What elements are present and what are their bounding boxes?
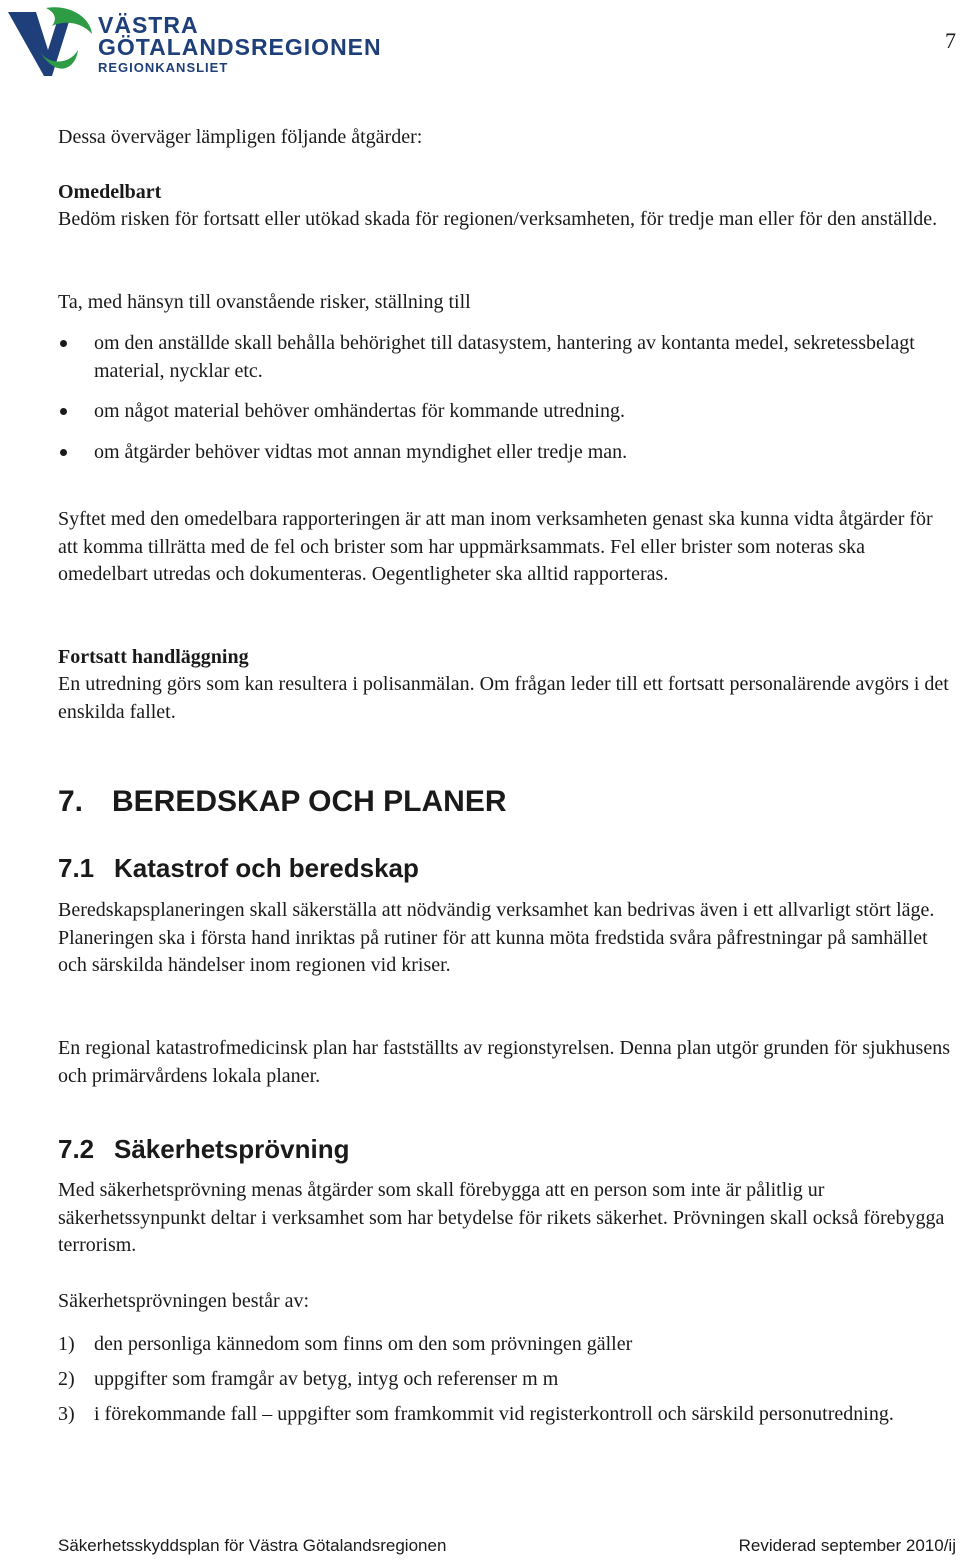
immediate-text: Bedöm risken för fortsatt eller utökad skada för regionen/verksamheten, för tredje man eller för den anställde. — [58, 208, 938, 230]
position-intro: Ta, med hänsyn till ovanstående risker, ställning till — [58, 291, 471, 313]
section-number: 7. — [58, 785, 84, 818]
bullet-icon — [60, 408, 67, 415]
followup-text: En utredning görs som kan resultera i polisanmälan. Om frågan leder till ett fortsatt personalärende avgörs i det enskilda fallet. — [58, 673, 949, 723]
item-text: i förekommande fall – uppgifter som framkommit vid registerkontroll och särskild personutredning. — [94, 1403, 894, 1425]
item-number: 3) — [58, 1403, 75, 1425]
item-text: uppgifter som framgår av betyg, intyg och referenser m m — [94, 1368, 559, 1390]
followup-heading: Fortsatt handläggning — [58, 646, 249, 668]
region-logo — [6, 6, 382, 84]
footer-document-title: Säkerhetsskyddsplan för Västra Götalandsregionen — [58, 1536, 447, 1555]
immediate-heading: Omedelbart — [58, 181, 162, 203]
item-number: 1) — [58, 1333, 75, 1355]
list-item-text: om den anställde skall behålla behörighet till datasystem, hantering av kontanta medel, sekretessbelagt material, nycklar etc. — [94, 332, 915, 382]
subsection-title: Katastrof och beredskap — [114, 853, 419, 883]
region-logo-mark-icon — [6, 6, 96, 84]
subsection-heading — [58, 852, 954, 884]
section-heading — [58, 784, 954, 820]
subsection-title: Säkerhetsprövning — [114, 1134, 350, 1164]
logo-line-3: REGIONKANSLIET — [98, 60, 229, 75]
paragraph: Beredskapsplaneringen skall säkerställa att nödvändig verksamhet kan bedrivas även i ett allvarligt stört läge. Planeringen ska i första hand inriktas på rutiner för att kunna möta fredstida svåra påfrestningar på samhället och särskilda händelser inom regionen vid kriser. — [58, 899, 935, 976]
list-item-text: om åtgärder behöver vidtas mot annan myndighet eller tredje man. — [94, 441, 628, 463]
subsection-number: 7.1 — [58, 853, 95, 883]
logo-line-1: VÄSTRA — [98, 12, 199, 38]
list-item-text: om något material behöver omhändertas för kommande utredning. — [94, 400, 625, 422]
purpose-text: Syftet med den omedelbara rapporteringen är att man inom verksamheten genast ska kunna vidta åtgärder för att komma tillrätta med de fel och brister som har uppmärksammats. Fel eller brister som noteras ska omedelbart utredas och dokumenteras. Oegentligheter ska alltid rapporteras. — [58, 508, 933, 585]
paragraph: En regional katastrofmedicinsk plan har fastställts av regionstyrelsen. Denna plan utgör grunden för sjukhusens och primärvårdens lokala planer. — [58, 1037, 950, 1087]
footer-revision: Reviderad september 2010/ij — [738, 1536, 956, 1555]
intro-text: Dessa överväger lämpligen följande åtgärder: — [58, 126, 423, 148]
bullet-icon — [60, 449, 67, 456]
logo-text — [98, 14, 382, 76]
list-intro: Säkerhetsprövningen består av: — [58, 1290, 310, 1312]
paragraph: Med säkerhetsprövning menas åtgärder som skall förebygga att en person som inte är pålitlig ur säkerhetssynpunkt deltar i verksamhet som har betydelse för rikets säkerhet. Prövningen skall också förebygga terrorism. — [58, 1179, 945, 1256]
subsection-heading — [58, 1133, 954, 1165]
item-text: den personliga kännedom som finns om den som prövningen gäller — [94, 1333, 633, 1355]
item-number: 2) — [58, 1368, 75, 1390]
subsection-number: 7.2 — [58, 1134, 95, 1164]
page-number: 7 — [945, 28, 956, 53]
bullet-icon — [60, 340, 67, 347]
logo-line-2: GÖTALANDSREGIONEN — [98, 34, 382, 60]
section-title: BEREDSKAP OCH PLANER — [112, 785, 507, 818]
